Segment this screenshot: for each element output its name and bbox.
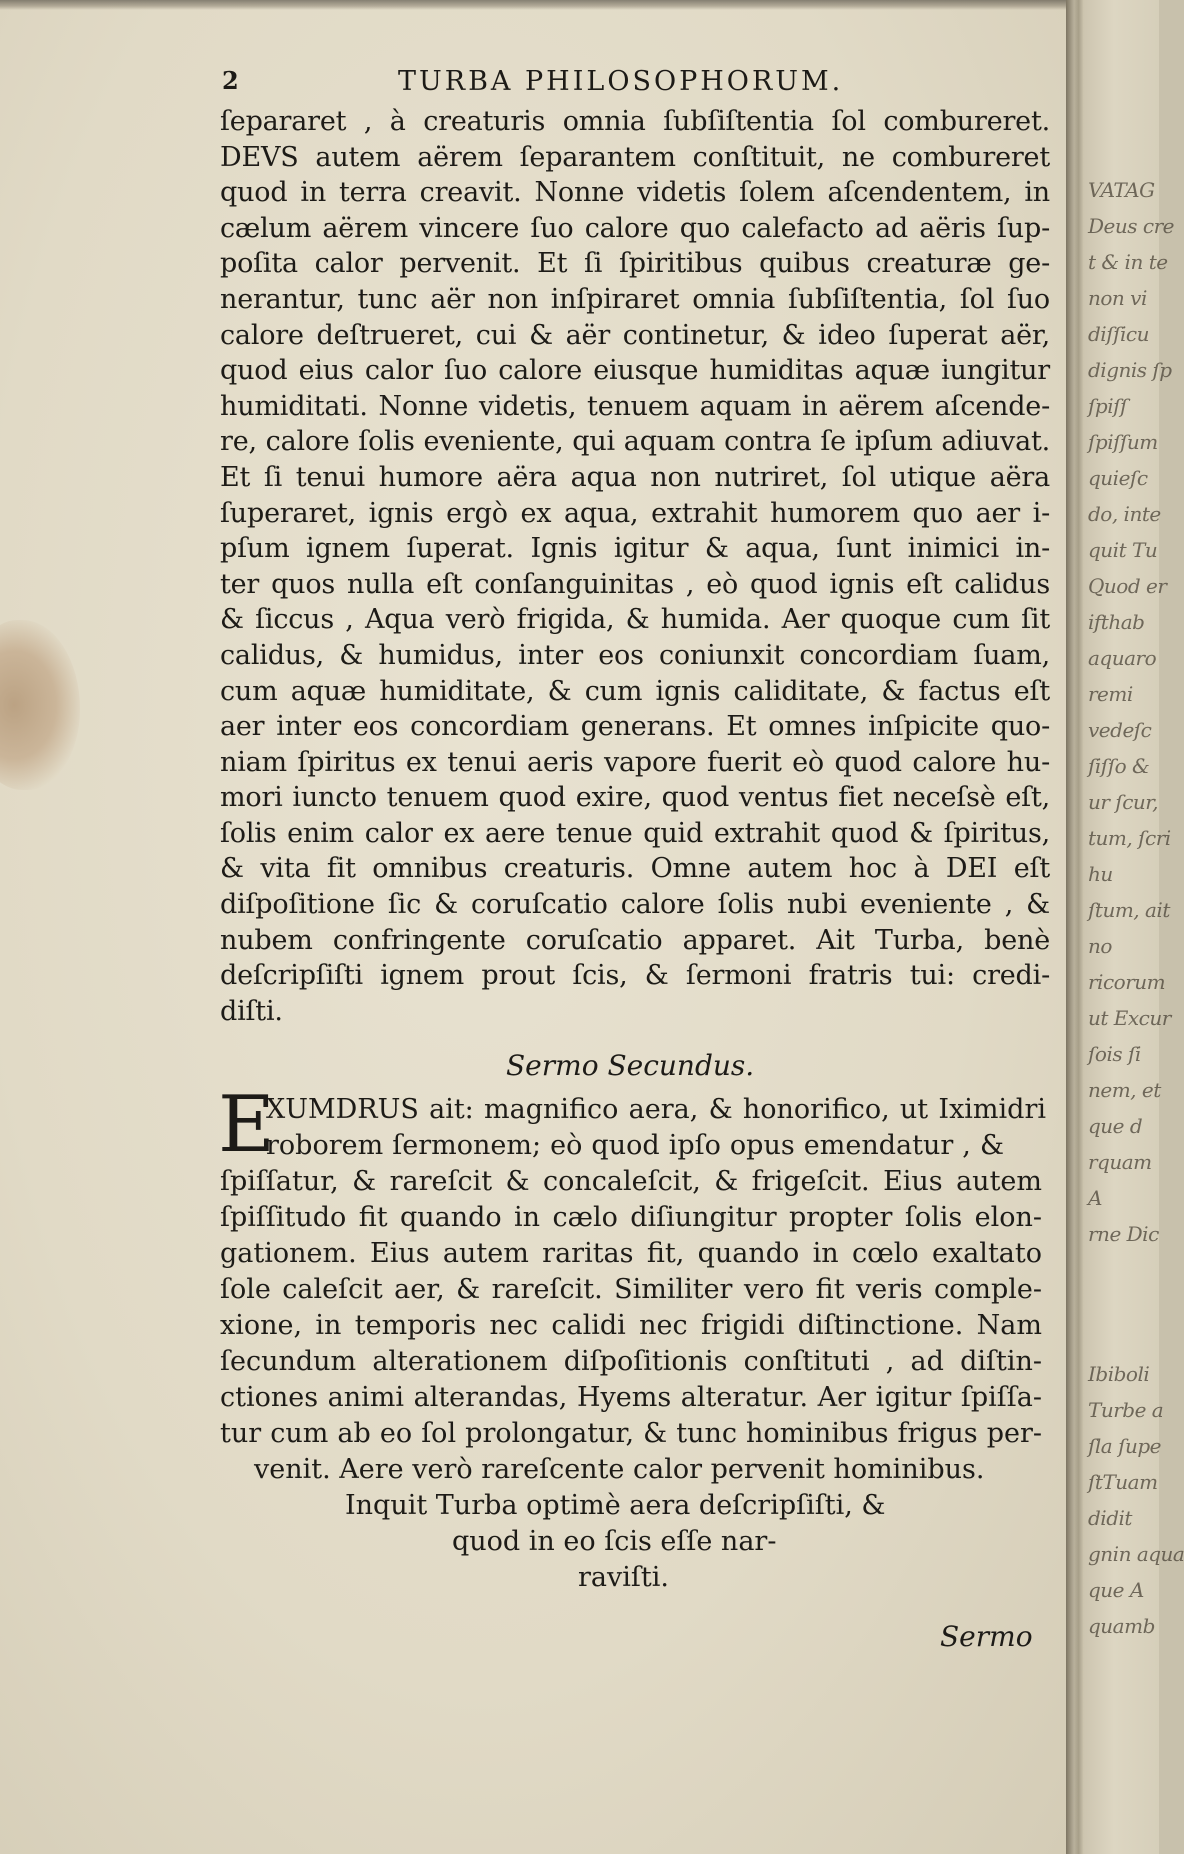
text-line: xione, in temporis nec calidi nec frigidi diſtinctione. Nam	[220, 1310, 1042, 1341]
text-line: quod eius calor ſuo calore eiusque humiditas aquæ iungitur	[220, 355, 1050, 387]
drop-cap: E	[218, 1080, 275, 1170]
text-line: calidus, & humidus, inter eos coniunxit concordiam ſuam,	[220, 639, 1050, 671]
text-line: cælum aërem vincere ſuo calore quo calefacto ad aëris ſup-	[220, 212, 1050, 244]
bleed-text: non vi	[1088, 286, 1147, 310]
text-line: nubem confringente coruſcatio apparet. Ait Turba, benè	[220, 924, 1050, 956]
bleed-text: nem, et	[1088, 1078, 1161, 1102]
text-line: tur cum ab eo ſol prolongatur, & tunc hominibus frigus per-	[220, 1418, 1042, 1449]
text-line: XUMDRUS ait: magnifico aera, & honorifico, ut Iximidri	[266, 1094, 1046, 1125]
bleed-text: ſois ſi	[1088, 1042, 1141, 1066]
text-line: ſecundum alterationem diſpoſitionis conſtituti , ad diſtin-	[220, 1346, 1042, 1377]
bleed-text: ſla ſupe	[1088, 1434, 1162, 1458]
bleed-text: Quod er	[1088, 574, 1167, 598]
bleed-text: quit Tu	[1088, 538, 1158, 562]
text-line: Et ſi tenui humore aëra aqua non nutriret, ſol utique aëra	[220, 461, 1050, 493]
bleed-text: ſpiſſum	[1088, 430, 1158, 454]
text-line: diſti.	[220, 995, 283, 1027]
text-line: raviſti.	[578, 1562, 669, 1593]
text-line: roborem ſermonem; eò quod ipſo opus emendatur , &	[266, 1130, 1004, 1161]
bleed-text: rquam	[1088, 1150, 1152, 1174]
bleed-text: ifthab	[1088, 610, 1145, 634]
bleed-text: que d	[1088, 1114, 1143, 1138]
bleed-text: ſtum, ait	[1088, 898, 1170, 922]
text-line: ſepararet , à creaturis omnia ſubſiſtentia ſol combureret.	[220, 106, 1050, 137]
paragraph-1	[220, 104, 1050, 1029]
text-line: calore deſtrueret, cui & aër continetur, & ideo ſuperat aër,	[220, 319, 1050, 351]
text-line: niam ſpiritus ex tenui aeris vapore fuerit eò quod calore hu-	[220, 746, 1050, 778]
page-top-edge	[0, 0, 1159, 10]
bleed-text: dignis ſp	[1088, 358, 1172, 382]
bleed-text: tum, ſcri	[1088, 826, 1171, 850]
text-line: quod in eo ſcis eſſe nar-	[452, 1526, 777, 1557]
bleed-text: t & in te	[1088, 250, 1168, 274]
text-line: poſita calor pervenit. Et ſi ſpiritibus quibus creaturæ ge-	[220, 248, 1050, 280]
bleed-text: remi	[1088, 682, 1133, 706]
book-gutter	[1066, 0, 1084, 1854]
text-line: ſpiſſatur, & rareſcit & concaleſcit, & frigeſcit. Eius autem	[220, 1166, 1042, 1197]
text-line: deſcripſiſti ignem prout ſcis, & ſermoni fratris tui: credi-	[220, 960, 1050, 992]
bleed-text: ſiſſo &	[1088, 754, 1150, 778]
text-line: & vita fit omnibus creaturis. Omne autem hoc à DEI eſt	[220, 853, 1050, 885]
text-line: ſole caleſcit aer, & rareſcit. Similiter vero fit veris comple-	[220, 1274, 1042, 1305]
bleed-text: hu	[1088, 862, 1113, 886]
bleed-text: diſſicu	[1088, 322, 1149, 346]
text-line: cum aquæ humiditate, & cum ignis caliditate, & factus eſt	[220, 675, 1050, 707]
text-line: ter quos nulla eſt conſanguinitas , eò quod ignis eſt calidus	[220, 568, 1050, 600]
text-line: nerantur, tunc aër non inſpiraret omnia ſubſiſtentia, ſol ſuo	[220, 283, 1050, 315]
text-line: & ſiccus , Aqua verò frigida, & humida. Aer quoque cum ſit	[220, 604, 1050, 636]
bleed-text: ricorum	[1088, 970, 1166, 994]
bleed-text: ſtTuam	[1088, 1470, 1158, 1494]
bleed-text: aquaro	[1088, 646, 1157, 670]
bleed-text: ur ſcur,	[1088, 790, 1159, 814]
text-line: Inquit Turba optimè aera deſcripſiſti, &	[345, 1490, 886, 1521]
text-line: humiditati. Nonne videtis, tenuem aquam in aërem aſcende-	[220, 390, 1050, 422]
text-line: gationem. Eius autem raritas fit, quando in cœlo exaltato	[220, 1238, 1042, 1269]
section-heading: Sermo Secundus.	[506, 1049, 755, 1082]
bleed-text: Deus cre	[1088, 214, 1174, 238]
bleed-text: ut Excur	[1088, 1006, 1171, 1030]
text-line: ctiones animi alterandas, Hyems alteratur. Aer igitur ſpiſſa-	[220, 1382, 1042, 1413]
text-line: pſum ignem ſuperat. Ignis igitur & aqua, ſunt inimici in-	[220, 533, 1050, 565]
running-title: TURBA PHILOSOPHORUM.	[398, 66, 844, 97]
bleed-text: vedeſc	[1088, 718, 1152, 742]
text-line: aer inter eos concordiam generans. Et omnes inſpicite quo-	[220, 711, 1050, 743]
text-line: venit. Aere verò rareſcente calor pervenit hominibus.	[254, 1454, 985, 1485]
bleed-text: quieſc	[1088, 466, 1148, 490]
folio-number: 2	[222, 66, 239, 95]
catchword: Sermo	[940, 1620, 1033, 1653]
page-header	[222, 66, 1052, 106]
bleed-text: que A	[1088, 1578, 1144, 1602]
bleed-text: no	[1088, 934, 1112, 958]
bleed-text: Ibiboli	[1088, 1362, 1150, 1386]
bleed-text: Turbe a	[1088, 1398, 1164, 1422]
text-line: ſuperaret, ignis ergò ex aqua, extrahit humorem quo aer i-	[220, 497, 1050, 529]
facing-page-edge	[1084, 0, 1184, 1854]
bleed-text: rne Dic	[1088, 1222, 1159, 1246]
text-line: ſpiſſitudo fit quando in cælo diſiungitur propter ſolis elon-	[220, 1202, 1042, 1233]
bleed-text: quamb	[1088, 1614, 1155, 1638]
text-line: ſolis enim calor ex aere tenue quid extrahit quod & ſpiritus,	[220, 817, 1050, 849]
text-line: diſpoſitione ſic & coruſcatio calore ſolis nubi eveniente , &	[220, 889, 1050, 921]
text-line: mori iuncto tenuem quod exire, quod ventus fiet neceſsè eſt,	[220, 782, 1050, 814]
text-line: re, calore ſolis eveniente, qui aquam contra ſe ipſum adiuvat.	[220, 426, 1050, 458]
bleed-text: ſpiſſ	[1088, 394, 1127, 418]
text-line: DEVS autem aërem ſeparantem conſtituit, ne combureret	[220, 141, 1050, 173]
bleed-text: didit	[1088, 1506, 1132, 1530]
bleed-text: do, inte	[1088, 502, 1161, 526]
text-line: quod in terra creavit. Nonne videtis ſolem aſcendentem, in	[220, 177, 1050, 209]
bleed-text: gnin aqua	[1088, 1542, 1184, 1566]
bleed-text: A	[1088, 1186, 1102, 1210]
bleed-text: VATAG	[1088, 178, 1155, 202]
